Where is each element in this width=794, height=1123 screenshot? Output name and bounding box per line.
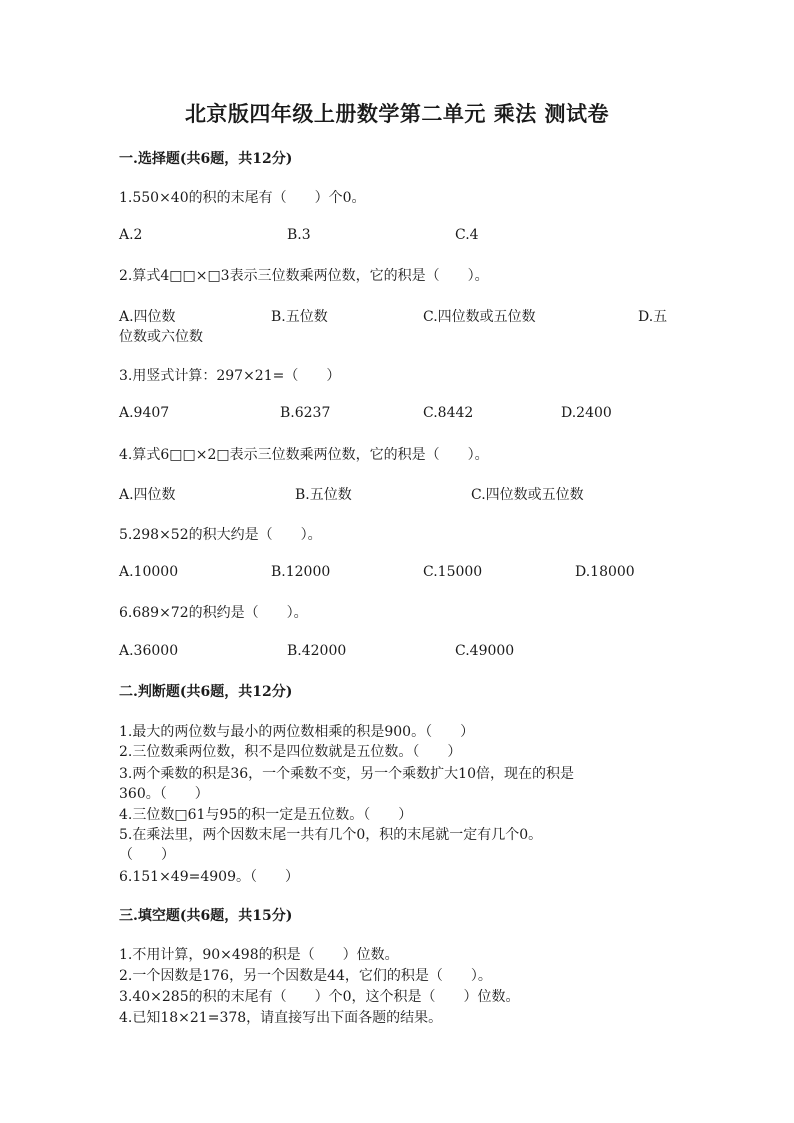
fill-item: 3.40×285的积的末尾有（ ）个0，这个积是（ ）位数。 — [119, 989, 520, 1005]
fill-item: 2.一个因数是176，另一个因数是44，它们的积是（ ）。 — [119, 968, 492, 984]
option-b: B.6237 — [280, 405, 331, 421]
judge-item-continued: 360。（ ） — [119, 786, 209, 802]
option-c: C.4 — [455, 227, 479, 243]
option-b: B.五位数 — [295, 487, 352, 503]
question-stem: 6.689×72的积约是（ ）。 — [119, 605, 308, 621]
fill-item: 4.已知18×21=378，请直接写出下面各题的结果。 — [119, 1010, 443, 1026]
section-heading-fill: 三.填空题(共6题，共15分) — [119, 908, 293, 924]
judge-item: 3.两个乘数的积是36，一个乘数不变，另一个乘数扩大10倍，现在的积是 — [119, 766, 574, 782]
option-a: A.36000 — [119, 643, 179, 659]
judge-item: 1.最大的两位数与最小的两位数相乘的积是900。（ ） — [119, 724, 475, 740]
option-a: A.10000 — [119, 564, 179, 580]
judge-item-continued: （ ） — [119, 847, 175, 863]
option-a: A.四位数 — [119, 309, 176, 325]
question-stem: 5.298×52的积大约是（ ）。 — [119, 527, 322, 543]
option-c: C.四位数或五位数 — [423, 309, 536, 325]
option-b: B.42000 — [287, 643, 347, 659]
option-a: A.9407 — [119, 405, 170, 421]
fill-item: 1.不用计算，90×498的积是（ ）位数。 — [119, 947, 399, 963]
judge-item: 2.三位数乘两位数，积不是四位数就是五位数。（ ） — [119, 744, 462, 760]
question-stem: 3.用竖式计算：297×21=（ ） — [119, 368, 341, 384]
section-heading-judge: 二.判断题(共6题，共12分) — [119, 684, 293, 700]
judge-item: 4.三位数□61与95的积一定是五位数。（ ） — [119, 807, 413, 823]
option-c: C.四位数或五位数 — [471, 487, 584, 503]
option-c: C.15000 — [423, 564, 483, 580]
judge-item: 5.在乘法里，两个因数末尾一共有几个0，积的末尾就一定有几个0。 — [119, 827, 543, 843]
question-stem: 1.550×40的积的末尾有（ ）个0。 — [119, 190, 366, 206]
option-a: A.四位数 — [119, 487, 176, 503]
judge-item: 6.151×49=4909。（ ） — [119, 869, 299, 885]
option-b: B.五位数 — [271, 309, 328, 325]
question-stem: 2.算式4□□×□3表示三位数乘两位数，它的积是（ ）。 — [119, 268, 489, 284]
question-stem: 4.算式6□□×2□表示三位数乘两位数，它的积是（ ）。 — [119, 447, 489, 463]
option-a: A.2 — [119, 227, 143, 243]
option-d-continued: 位数或六位数 — [119, 329, 203, 345]
option-c: C.49000 — [455, 643, 515, 659]
option-b: B.12000 — [271, 564, 331, 580]
option-d: D.18000 — [575, 564, 635, 580]
option-d: D.2400 — [561, 405, 612, 421]
page-title: 北京版四年级上册数学第二单元 乘法 测试卷 — [184, 101, 610, 126]
section-heading-choice: 一.选择题(共6题，共12分) — [119, 151, 293, 167]
option-b: B.3 — [287, 227, 311, 243]
option-d: D.五 — [638, 309, 668, 325]
option-c: C.8442 — [423, 405, 474, 421]
